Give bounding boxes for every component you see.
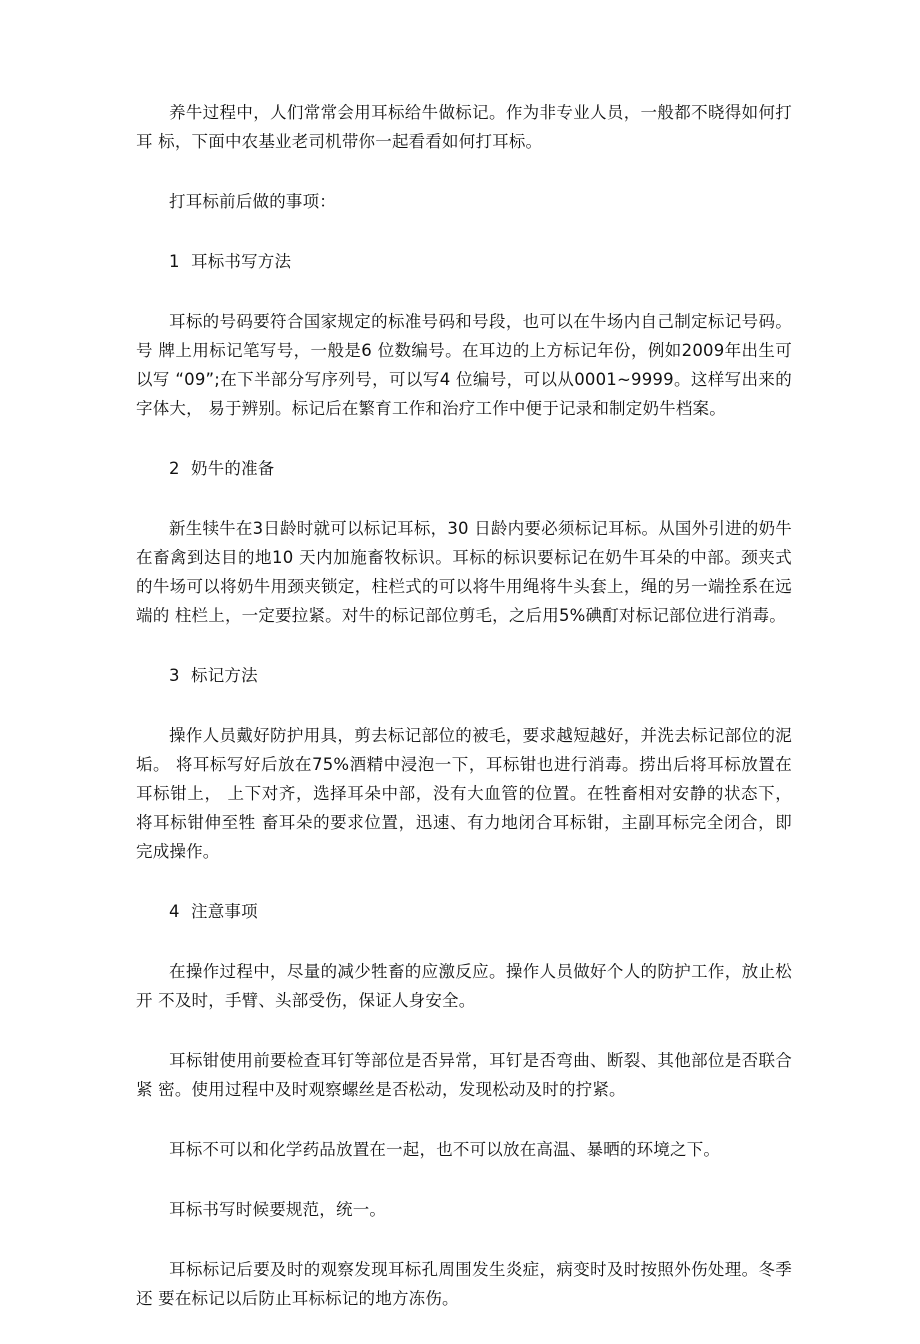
section-3-paragraph: 操作人员戴好防护用具，剪去标记部位的被毛，要求越短越好，并洗去标记部位的泥垢。 将耳标写好后放在75%酒精中浸泡一下，耳标钳也进行消毒。捞出后将耳标放置在耳标钳上， 上下对齐，选择耳朵中部，没有大血管的位置。在牲畜相对安静的状态下，将耳标钳伸至牲 畜耳朵的要求位置，迅速、有力地闭合耳标钳，主副耳标完全闭合，即完成操作。: [136, 726, 792, 861]
section-1-paragraph: 耳标的号码要符合国家规定的标准号码和号段，也可以在牛场内自己制定标记号码。号 牌上用标记笔写号，一般是6 位数编号。在耳边的上方标记年份，例如2009年出生可以写 “09”;在下半部分写序列号，可以写4 位编号，可以从0001~9999。这样写出来的字体大， 易于辨别。标记后在繁育工作和治疗工作中便于记录和制定奶牛档案。: [136, 312, 792, 418]
section-title: 注意事项: [191, 902, 258, 921]
intro-paragraph: 养牛过程中，人们常常会用耳标给牛做标记。作为非专业人员，一般都不晓得如何打耳 标，下面中农基业老司机带你一起看看如何打耳标。: [136, 103, 792, 151]
subtitle: 打耳标前后做的事项：: [169, 192, 336, 211]
section-4-paragraph-4: 耳标书写时候要规范，统一。: [169, 1200, 387, 1219]
section-title: 耳标书写方法: [191, 252, 292, 271]
section-2-paragraph: 新生犊牛在3日龄时就可以标记耳标，30 日龄内要必须标记耳标。从国外引进的奶牛在畜禽到达目的地10 天内加施畜牧标识。耳标的标识要标记在奶牛耳朵的中部。颈夹式的牛场可以将奶牛用颈夹锁定，柱栏式的可以将牛用绳将牛头套上，绳的另一端拴系在远端的 柱栏上，一定要拉紧。对牛的标记部位剪毛，之后用5%碘酊对标记部位进行消毒。: [136, 519, 792, 625]
section-4-paragraph-2: 耳标钳使用前要检查耳钉等部位是否异常，耳钉是否弯曲、断裂、其他部位是否联合紧 密。使用过程中及时观察螺丝是否松动，发现松动及时的拧紧。: [136, 1051, 792, 1099]
document-body: [136, 98, 792, 1344]
section-heading-1: [136, 247, 792, 276]
section-4-paragraph-3: 耳标不可以和化学药品放置在一起，也不可以放在高温、暴晒的环境之下。: [169, 1140, 721, 1159]
section-heading-2: [136, 454, 792, 483]
section-number: 2: [169, 459, 180, 478]
section-number: 3: [169, 666, 180, 685]
section-4-paragraph-5: 耳标标记后要及时的观察发现耳标孔周围发生炎症，病变时及时按照外伤处理。冬季还 要在标记以后防止耳标标记的地方冻伤。: [136, 1260, 792, 1308]
section-number: 4: [169, 902, 180, 921]
section-number: 1: [169, 252, 180, 271]
section-title: 标记方法: [191, 666, 258, 685]
section-heading-3: [136, 661, 792, 690]
section-heading-4: [136, 897, 792, 926]
section-title: 奶牛的准备: [191, 459, 275, 478]
section-4-paragraph-1: 在操作过程中，尽量的减少牲畜的应激反应。操作人员做好个人的防护工作，放止松开 不及时，手臂、头部受伤，保证人身安全。: [136, 962, 792, 1010]
